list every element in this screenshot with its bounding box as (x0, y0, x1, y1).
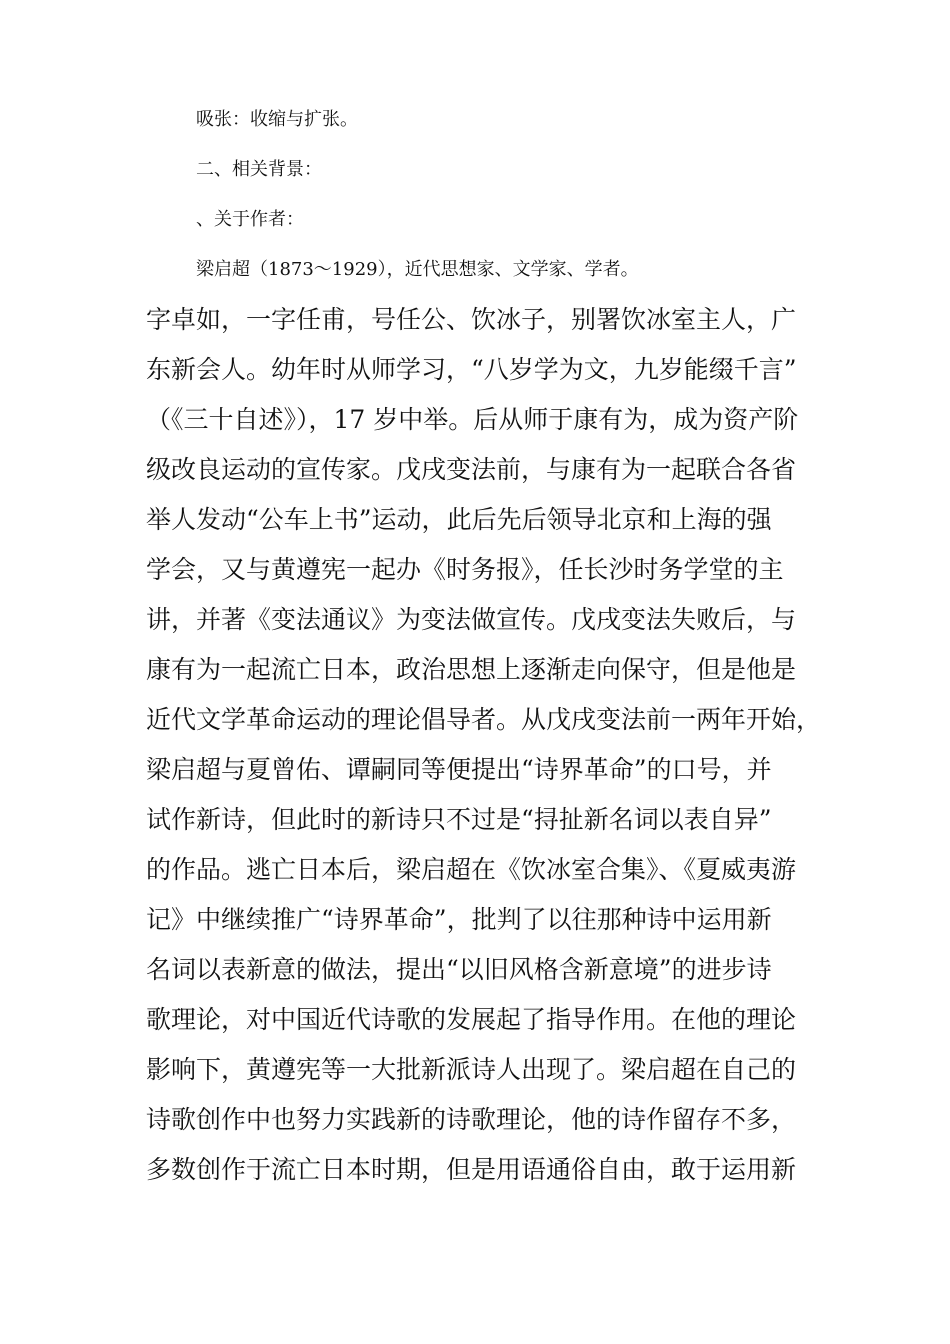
text-line: 多数创作于流亡日本时期，但是用语通俗自由，敢于运用新 (146, 1155, 797, 1184)
text-line: 影响下，黄遵宪等一大批新派诗人出现了。梁启超在自己的 (146, 1055, 797, 1084)
text-line: 字卓如，一字任甫，号任公、饮冰子，别署饮冰室主人，广 (146, 305, 797, 334)
section-heading: 二、相关背景： (196, 159, 322, 180)
text-line: 名词以表新意的做法，提出“以旧风格含新意境”的进步诗 (146, 955, 772, 984)
text-line: 东新会人。幼年时从师学习，“八岁学为文，九岁能缀千言” (146, 355, 797, 384)
text-line: （《三十自述》），17 岁中举。后从师于康有为，成为资产阶 (146, 405, 799, 434)
text-line: 歌理论，对中国近代诗歌的发展起了指导作用。在他的理论 (146, 1005, 797, 1034)
text-line: 举人发动“公车上书”运动，此后先后领导北京和上海的强 (146, 505, 772, 534)
text-line: 学会，又与黄遵宪一起办《时务报》，任长沙时务学堂的主 (146, 555, 784, 584)
text-line: 试作新诗，但此时的新诗只不过是“挦扯新名词以表自异” (146, 805, 772, 834)
text-line: 讲，并著《变法通议》为变法做宣传。戊戌变法失败后，与 (146, 605, 797, 634)
text-line: 康有为一起流亡日本，政治思想上逐渐走向保守，但是他是 (146, 655, 797, 684)
text-line: 梁启超（1873～1929），近代思想家、文学家、学者。 (196, 259, 639, 280)
subsection-heading: 、关于作者： (196, 209, 304, 230)
text-line: 记》中继续推广“诗界革命”，批判了以往那种诗中运用新 (146, 905, 772, 934)
text-line: 诗歌创作中也努力实践新的诗歌理论，他的诗作留存不多， (146, 1105, 797, 1134)
text-line: 的作品。逃亡日本后，梁启超在《饮冰室合集》、《夏威夷游 (146, 855, 797, 884)
text-line: 级改良运动的宣传家。戊戌变法前，与康有为一起联合各省 (146, 455, 797, 484)
text-line: 梁启超与夏曾佑、谭嗣同等便提出“诗界革命”的口号，并 (146, 755, 772, 784)
text-line: 吸张：收缩与扩张。 (196, 109, 358, 130)
text-line: 近代文学革命运动的理论倡导者。从戊戌变法前一两年开始， (146, 705, 822, 734)
